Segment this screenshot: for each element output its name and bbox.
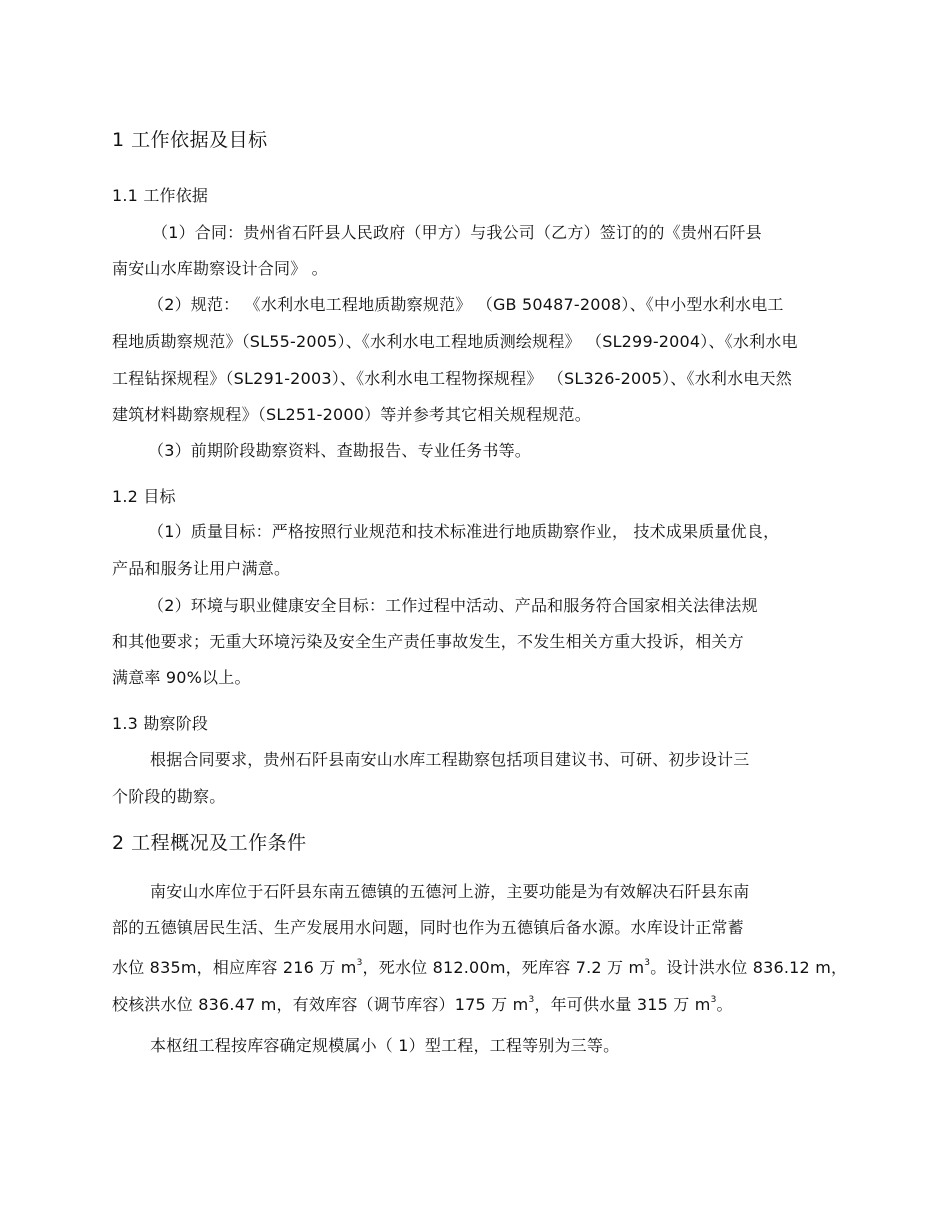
text-run: 。 [716,995,733,1014]
paragraph-line: （3）前期阶段勘察资料、查勘报告、专业任务书等。 [148,441,531,460]
paragraph-line-with-units [112,995,733,1015]
text-run: 。设计洪水位 836.12 m， [650,958,848,977]
superscript: 3 [710,995,717,1005]
superscript: 3 [528,995,535,1005]
paragraph-line: 根据合同要求，贵州石阡县南安山水库工程勘察包括项目建议书、可研、初步设计三 [150,750,750,769]
text-run: ，年可供水量 315 万 m [534,995,711,1014]
paragraph-line: （1）合同：贵州省石阡县人民政府（甲方）与我公司（乙方）签订的的《贵州石阡县 [152,223,762,242]
section-1-1-heading: 1.1 工作依据 [112,186,209,205]
paragraph-line-with-units [112,958,847,978]
text-run: 水位 835m，相应库容 216 万 m [112,958,357,977]
paragraph-line: 个阶段的勘察。 [112,787,226,806]
superscript: 3 [644,958,651,968]
paragraph-line: 满意率 90%以上。 [112,668,251,687]
paragraph-line: 南安山水库勘察设计合同》 。 [112,259,328,278]
paragraph-line: 产品和服务让用户满意。 [112,559,291,578]
paragraph-line: （2）环境与职业健康安全目标：工作过程中活动、产品和服务符合国家相关法律法规 [148,596,758,615]
paragraph-line: 程地质勘察规范》（SL55-2005）、《水利水电工程地质测绘规程》 （SL299-2004）、《水利水电 [112,332,798,351]
section-1-2-heading: 1.2 目标 [112,487,176,506]
superscript: 3 [356,958,363,968]
text-run: ，死水位 812.00m，死库容 7.2 万 m [362,958,645,977]
paragraph-line: 部的五德镇居民生活、生产发展用水问题，同时也作为五德镇后备水源。水库设计正常蓄 [112,918,744,937]
section-2-heading: 2 工程概况及工作条件 [112,832,307,854]
paragraph-line: 和其他要求；无重大环境污染及安全生产责任事故发生，不发生相关方重大投诉，相关方 [112,632,744,651]
paragraph-line: （2）规范： 《水利水电工程地质勘察规范》 （GB 50487-2008）、《中小型水利水电工 [148,295,784,314]
section-1-heading: 1 工作依据及目标 [112,129,268,151]
paragraph-line: 工程钻探规程》（SL291-2003）、《水利水电工程物探规程》 （SL326-2005）、《水利水电天然 [112,369,792,388]
paragraph-line: 本枢纽工程按库容确定规模属小（ 1）型工程，工程等别为三等。 [150,1036,620,1055]
text-run: 校核洪水位 836.47 m，有效库容（调节库容）175 万 m [112,995,529,1014]
paragraph-line: 南安山水库位于石阡县东南五德镇的五德河上游，主要功能是为有效解决石阡县东南 [150,882,750,901]
section-1-3-heading: 1.3 勘察阶段 [112,714,209,733]
paragraph-line: 建筑材料勘察规程》（SL251-2000）等并参考其它相关规程规范。 [112,405,591,424]
paragraph-line: （1）质量目标：严格按照行业规范和技术标准进行地质勘察作业， 技术成果质量优良， [148,522,780,541]
